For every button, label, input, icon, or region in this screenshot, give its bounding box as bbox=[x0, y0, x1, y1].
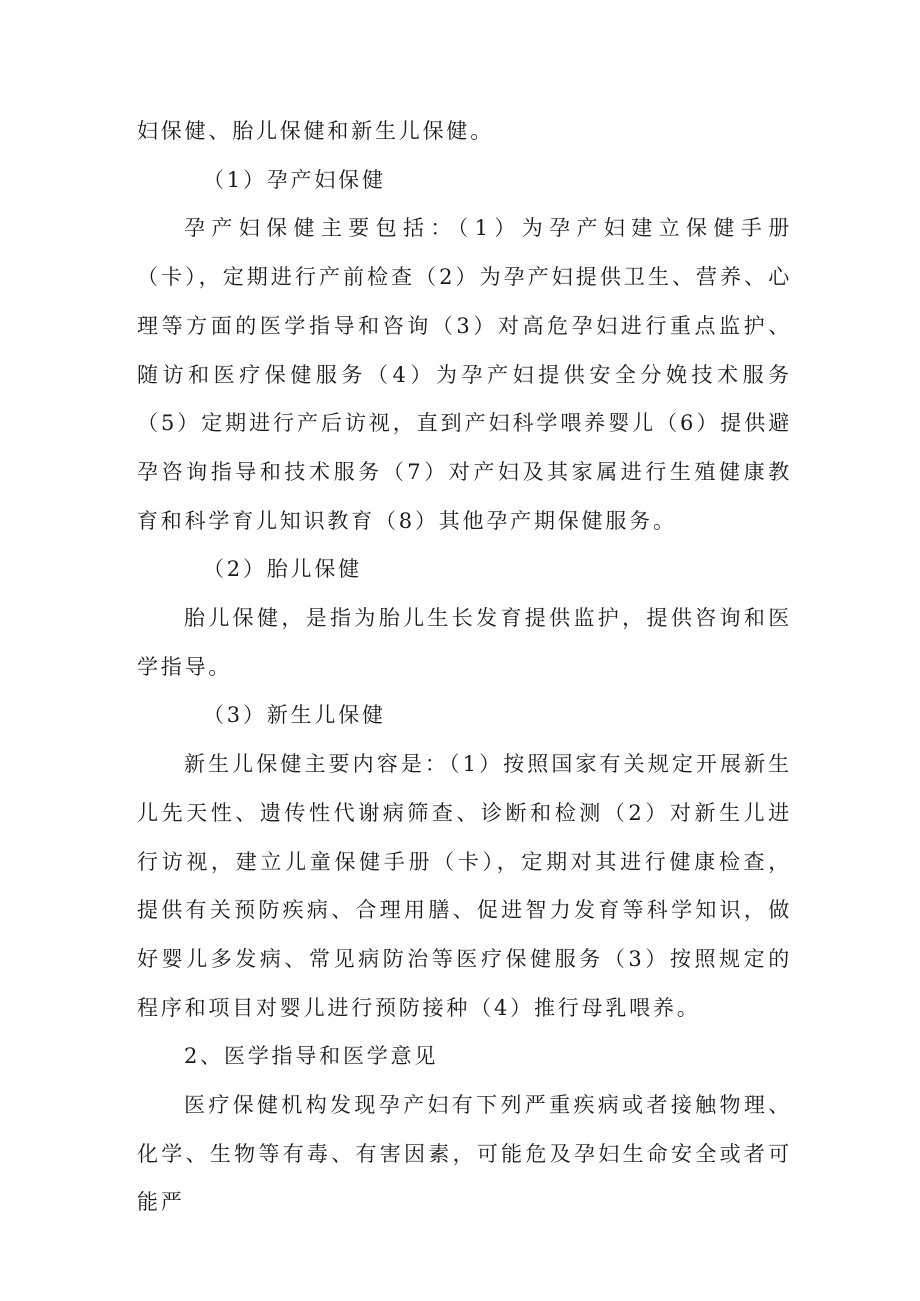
paragraph-newborn-care: 新生儿保健主要内容是：（1）按照国家有关规定开展新生儿先天性、遗传性代谢病筛查、诊断和检测（2）对新生儿进行访视，建立儿童保健手册（卡），定期对其进行健康检查，提供有关预防疾病、合理用膳、促进智力发育等科学知识，做好婴儿多发病、常见病防治等医疗保健服务（3）按照规定的程序和项目对婴儿进行预防接种（4）推行母乳喂养。 bbox=[137, 752, 792, 1020]
sub-heading-newborn-care: （3）新生儿保健 bbox=[203, 703, 386, 728]
sub-heading-maternal-care: （1）孕产妇保健 bbox=[203, 167, 386, 192]
document-body bbox=[137, 107, 792, 1227]
sub-heading-fetal-care: （2）胎儿保健 bbox=[203, 557, 362, 582]
paragraph-fetal-care: 胎儿保健，是指为胎儿生长发育提供监护，提供咨询和医学指导。 bbox=[137, 606, 792, 679]
section-heading-medical-guidance: 2、医学指导和医学意见 bbox=[184, 1044, 439, 1069]
paragraph-medical-guidance: 医疗保健机构发现孕产妇有下列严重疾病或者接触物理、化学、生物等有毒、有害因素，可能危及孕妇生命安全或者可能严 bbox=[137, 1093, 792, 1215]
continuation-paragraph: 妇保健、胎儿保健和新生儿保健。 bbox=[137, 119, 494, 143]
paragraph-maternal-care: 孕产妇保健主要包括：（1）为孕产妇建立保健手册（卡），定期进行产前检查（2）为孕产妇提供卫生、营养、心理等方面的医学指导和咨询（3）对高危孕妇进行重点监护、随访和医疗保健服务（4）为孕产妇提供安全分娩技术服务（5）定期进行产后访视，直到产妇科学喂养婴儿（6）提供避孕咨询指导和技术服务（7）对产妇及其家属进行生殖健康教育和科学育儿知识教育（8）其他孕产期保健服务。 bbox=[137, 216, 792, 533]
